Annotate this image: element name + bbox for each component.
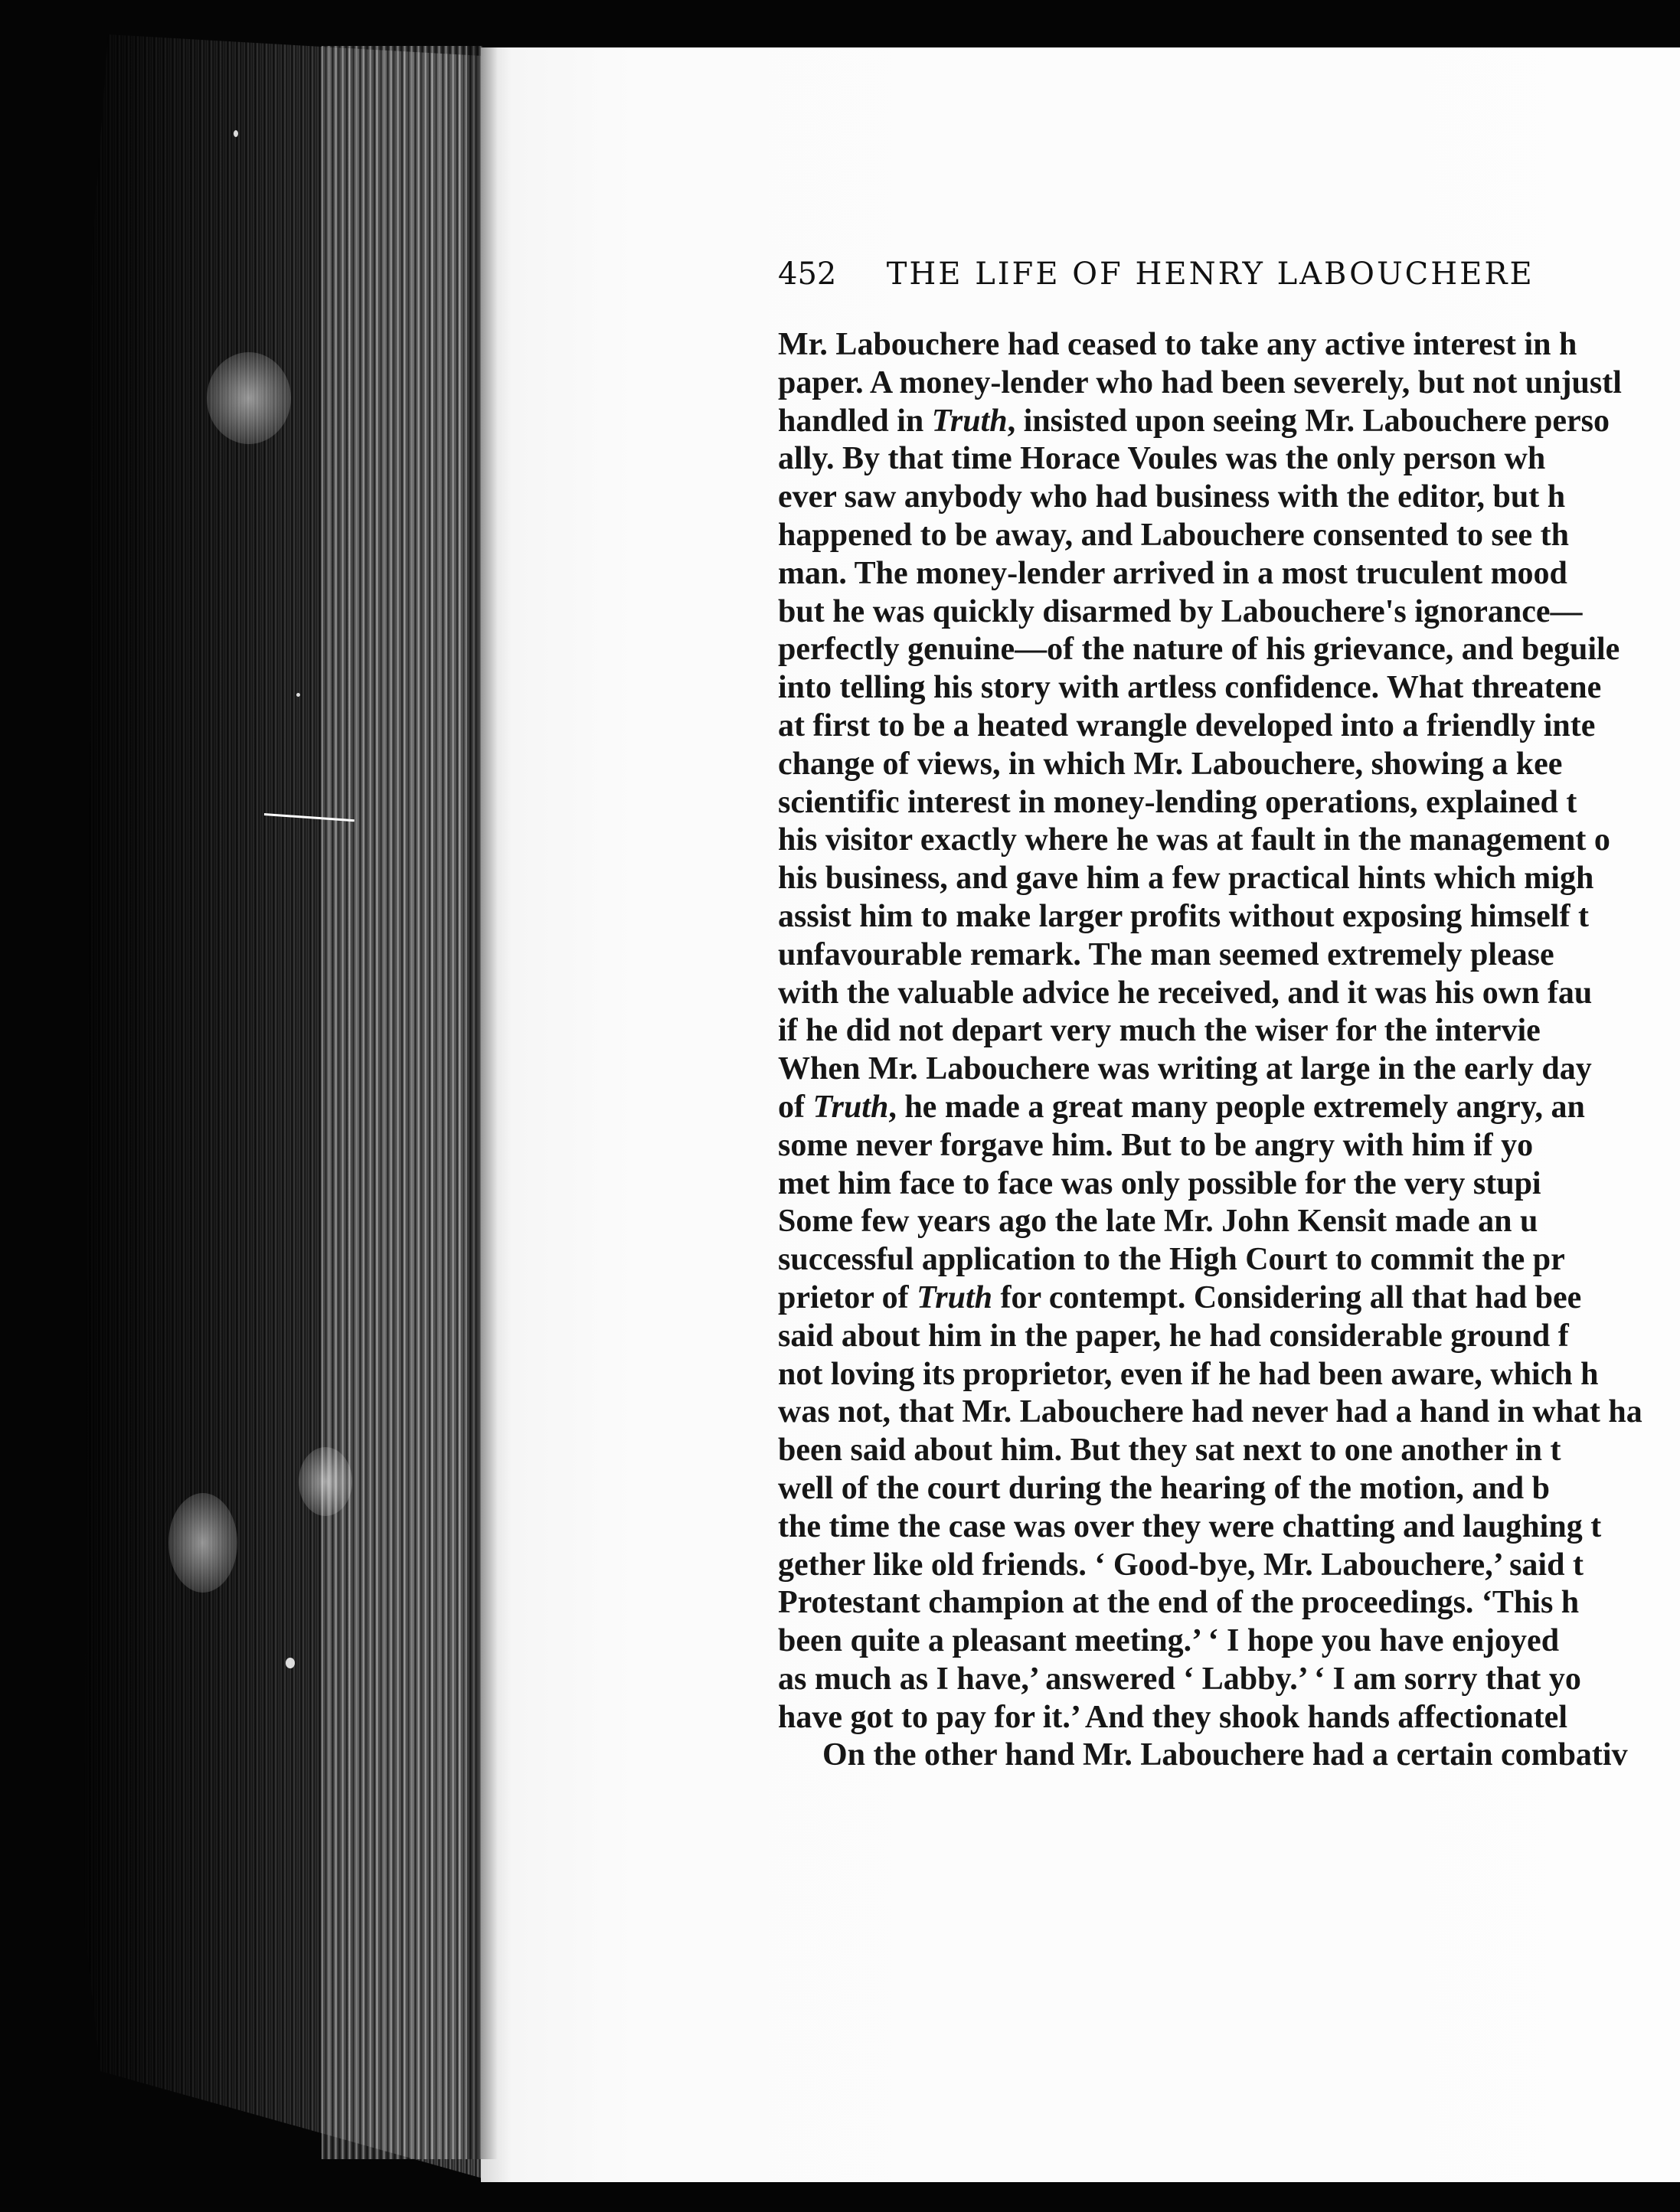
text-fragment: but he was quickly disarmed by Labouchere's ignorance— bbox=[778, 593, 1583, 629]
text-line bbox=[778, 1737, 1680, 1775]
text-fragment: some never forgave him. But to be angry with him if yo bbox=[778, 1127, 1534, 1163]
text-line bbox=[778, 1394, 1680, 1432]
text-fragment: well of the court during the hearing of the motion, and b bbox=[778, 1470, 1550, 1506]
text-line bbox=[778, 898, 1680, 936]
text-fragment: happened to be away, and Labouchere consented to see th bbox=[778, 517, 1569, 553]
text-line bbox=[778, 593, 1680, 632]
italic-title-text: Truth bbox=[931, 403, 1008, 439]
text-fragment: When Mr. Labouchere was writing at large in the early day bbox=[778, 1051, 1592, 1087]
text-line bbox=[778, 1470, 1680, 1508]
text-fragment: handled in bbox=[778, 403, 932, 439]
text-fragment: at first to be a heated wrangle developed into a friendly inte bbox=[778, 707, 1596, 743]
text-line bbox=[778, 1127, 1680, 1165]
text-line bbox=[778, 1050, 1680, 1089]
text-fragment: prietor of bbox=[778, 1279, 917, 1315]
text-fragment: perfectly genuine—of the nature of his grievance, and beguile bbox=[778, 632, 1620, 668]
text-line bbox=[778, 1622, 1680, 1661]
text-line bbox=[778, 517, 1680, 555]
text-fragment: his visitor exactly where he was at fault in the management o bbox=[778, 822, 1610, 858]
text-fragment: scientific interest in money-lending operations, explained t bbox=[778, 784, 1577, 820]
text-line bbox=[778, 326, 1680, 364]
text-fragment: been said about him. But they sat next to one another in t bbox=[778, 1433, 1561, 1469]
text-fragment: man. The money-lender arrived in a most truculent mood bbox=[778, 555, 1567, 591]
text-line bbox=[778, 555, 1680, 593]
text-line bbox=[778, 1356, 1680, 1394]
text-fragment: of bbox=[778, 1089, 813, 1125]
text-fragment: his business, and gave him a few practical hints which migh bbox=[778, 861, 1594, 897]
text-line bbox=[778, 1012, 1680, 1050]
text-fragment: assist him to make larger profits without exposing himself t bbox=[778, 898, 1589, 934]
scan-glare bbox=[207, 352, 291, 444]
text-line bbox=[778, 784, 1680, 822]
text-fragment: have got to pay for it.’ And they shook hands affectionatel bbox=[778, 1699, 1567, 1735]
text-fragment: if he did not depart very much the wiser for the intervie bbox=[778, 1013, 1541, 1049]
text-line bbox=[778, 975, 1680, 1013]
text-fragment: paper. A money-lender who had been severely, but not unjustl bbox=[778, 364, 1622, 400]
text-line bbox=[778, 1661, 1680, 1699]
dust-speck bbox=[234, 130, 238, 137]
gutter-shadow bbox=[467, 46, 498, 2159]
text-fragment: into telling his story with artless confidence. What threatene bbox=[778, 670, 1602, 706]
text-fragment: was not, that Mr. Labouchere had never had a hand in what ha bbox=[778, 1394, 1642, 1430]
text-fragment: Protestant champion at the end of the proceedings. ‘This h bbox=[778, 1585, 1580, 1621]
text-line bbox=[778, 440, 1680, 479]
text-fragment: successful application to the High Court to commit the pr bbox=[778, 1242, 1565, 1278]
italic-title-text: Truth bbox=[812, 1089, 889, 1125]
text-fragment: ever saw anybody who had business with the editor, but h bbox=[778, 479, 1566, 515]
text-fragment: with the valuable advice he received, and it was his own fau bbox=[778, 975, 1593, 1011]
text-fragment: Mr. Labouchere had ceased to take any active interest in h bbox=[778, 327, 1577, 362]
text-fragment: been quite a pleasant meeting.’ ‘ I hope you have enjoyed bbox=[778, 1623, 1560, 1659]
text-fragment: not loving its proprietor, even if he had been aware, which h bbox=[778, 1356, 1599, 1392]
dust-speck bbox=[286, 1658, 295, 1668]
text-line bbox=[778, 1318, 1680, 1356]
text-line bbox=[778, 669, 1680, 707]
running-head bbox=[778, 256, 1535, 292]
text-line bbox=[778, 707, 1680, 746]
body-text bbox=[778, 326, 1680, 1775]
text-line bbox=[778, 1699, 1680, 1737]
text-line bbox=[778, 1508, 1680, 1547]
text-line bbox=[778, 1432, 1680, 1470]
text-fragment: ally. By that time Horace Voules was the only person wh bbox=[778, 441, 1546, 477]
text-line bbox=[778, 479, 1680, 517]
text-fragment: met him face to face was only possible for the very stupi bbox=[778, 1165, 1541, 1201]
scan-glare bbox=[299, 1447, 352, 1516]
text-line bbox=[778, 403, 1680, 441]
text-line bbox=[778, 1165, 1680, 1204]
text-line bbox=[778, 936, 1680, 975]
text-line bbox=[778, 1584, 1680, 1622]
text-line bbox=[778, 1279, 1680, 1318]
text-fragment: Some few years ago the late Mr. John Kensit made an u bbox=[778, 1204, 1538, 1240]
text-line bbox=[778, 1547, 1680, 1585]
text-line bbox=[778, 860, 1680, 898]
text-fragment: unfavourable remark. The man seemed extremely please bbox=[778, 936, 1554, 972]
text-fragment: , insisted upon seeing Mr. Labouchere perso bbox=[1007, 403, 1610, 439]
text-fragment: said about him in the paper, he had considerable ground f bbox=[778, 1318, 1569, 1354]
text-fragment: as much as I have,’ answered ‘ Labby.’ ‘ I am sorry that yo bbox=[778, 1661, 1581, 1697]
scan-glare bbox=[168, 1493, 237, 1593]
text-line bbox=[778, 364, 1680, 403]
text-fragment: gether like old friends. ‘ Good-bye, Mr. Labouchere,’ said t bbox=[778, 1547, 1584, 1583]
page-number: 452 bbox=[778, 256, 837, 292]
text-line bbox=[778, 631, 1680, 669]
text-line bbox=[778, 1089, 1680, 1127]
running-title: THE LIFE OF HENRY LABOUCHERE bbox=[886, 256, 1535, 292]
text-line bbox=[778, 1241, 1680, 1279]
text-line bbox=[778, 1203, 1680, 1241]
text-fragment: , he made a great many people extremely angry, an bbox=[888, 1089, 1585, 1125]
text-line bbox=[778, 746, 1680, 784]
dust-speck bbox=[296, 693, 300, 697]
text-fragment: change of views, in which Mr. Labouchere, showing a kee bbox=[778, 746, 1563, 782]
italic-title-text: Truth bbox=[917, 1279, 992, 1315]
text-fragment: for contempt. Considering all that had bee bbox=[992, 1279, 1582, 1315]
text-fragment: the time the case was over they were chatting and laughing t bbox=[778, 1508, 1602, 1544]
text-fragment: On the other hand Mr. Labouchere had a certain combativ bbox=[822, 1737, 1628, 1773]
text-line bbox=[778, 822, 1680, 860]
page-edges-highlight bbox=[322, 46, 482, 2159]
